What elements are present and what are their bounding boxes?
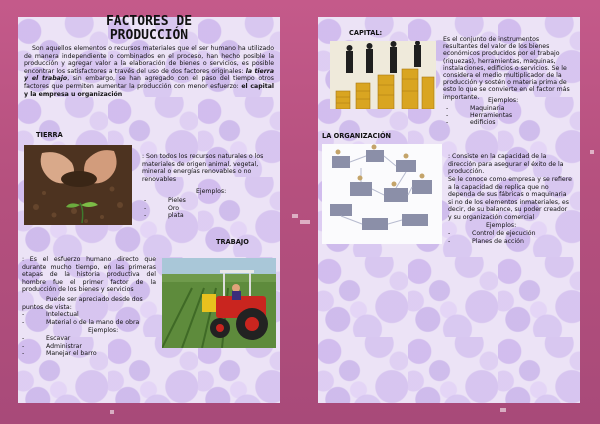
- tierra-text: : Son todos los recursos naturales o los materiales de origen animal, vegetal, mineral o energías renovables o no renovables: [142, 153, 264, 183]
- tractor-field-image: [162, 258, 276, 348]
- background-speck: [500, 408, 506, 412]
- capital-examples-label: Ejemplos:: [488, 97, 519, 104]
- page-title: [18, 15, 280, 43]
- intro-paragraph: Son aquellos elementos o recursos materiales que el ser humano ha utilizado de manera independiente o combinados en el proceso, han hecho posible la producción y agregar valor a la elaboración de bienes o servicios, es posible encontrar los satisfactores a través del uso de dos factores originales: la tierra y el trabajo, sin embargo, se han agregado con el paso del tiempo otros factores que permiten aumentar la producción con menor esfuerzo: el capital y la empresa u organización: [24, 45, 275, 98]
- trabajo-text: : Es el esfuerzo humano directo que durante mucho tiempo, en las primeras etapas de la historia productiva del hombre fue el primer factor de la producción de los bienes y servicios: [22, 256, 156, 294]
- trabajo-examples-label: Ejemplos:: [88, 327, 119, 334]
- list-item: - Herramientas: [446, 112, 513, 120]
- capital-text: Es el conjunto de instrumentos resultantes del valor de los bienes económicos producidos por el trabajo (riquezas), herramientas, maquinas, instalaciones, edificios o servicios. Se le considera el medio multiplicador de la producción y sostén o materia prima de esto lo que se convierte en el factor más importante.: [443, 36, 570, 101]
- tierra-heading: TIERRA: [36, 131, 63, 139]
- soil-hands-image: [24, 145, 132, 225]
- list-item: - Administrar: [22, 342, 82, 350]
- trabajo-subtext: Puede ser apreciado desde dos puntos de vista:: [22, 296, 143, 311]
- list-item: - Maquinaria: [446, 105, 505, 112]
- tierra-examples: [144, 197, 186, 220]
- background-speck: [300, 220, 310, 224]
- organizacion-examples-label: Ejemplos:: [486, 222, 517, 229]
- capital-examples: [446, 105, 512, 127]
- list-item: - Control de ejecución: [448, 230, 536, 237]
- capital-heading: CAPITAL:: [349, 29, 383, 37]
- list-item: - Escavar: [22, 335, 71, 342]
- list-item: - plata: [144, 212, 184, 220]
- organizacion-heading: LA ORGANIZACIÓN: [322, 132, 392, 140]
- list-item: - Planes de acción: [448, 237, 524, 245]
- list-item: - Oro: [144, 204, 180, 212]
- capital-coins-image: [330, 41, 436, 109]
- background-speck: [292, 214, 298, 218]
- organizacion-text-1: : Consiste en la capacidad de la dirección para asegurar el éxito de la producción.: [448, 153, 564, 176]
- organization-diagram-image: [322, 144, 442, 244]
- trabajo-points: [22, 311, 139, 326]
- trabajo-examples: [22, 335, 97, 358]
- list-item: - edificios: [446, 119, 496, 127]
- organizacion-examples: [448, 230, 536, 245]
- title-line-2: PRODUCCIÓN: [109, 28, 189, 43]
- list-item: - Manejar el barro: [22, 350, 97, 358]
- trabajo-heading: TRABAJO: [216, 238, 249, 246]
- intro-emphasis: la tierra y el trabajo: [24, 67, 274, 83]
- tierra-examples-label: Ejemplos:: [196, 188, 227, 195]
- organizacion-text-2: Se le conoce como empresa y se refiere a la capacidad de replica que no dependa de sus fábricas o maquinaria si no de los elementos inmateriales, es decir, de su balance, su poder creador y su organización comercial: [448, 176, 572, 221]
- list-item: - Material o de la mano de obra: [22, 318, 140, 326]
- background-speck: [110, 410, 114, 414]
- intro-bold: el capital y la empresa u organización: [24, 82, 275, 98]
- list-item: - Pieles: [144, 197, 186, 204]
- title-line-1: FACTORES DE: [105, 14, 193, 29]
- background-speck: [590, 150, 594, 154]
- list-item: - Intelectual: [22, 311, 79, 318]
